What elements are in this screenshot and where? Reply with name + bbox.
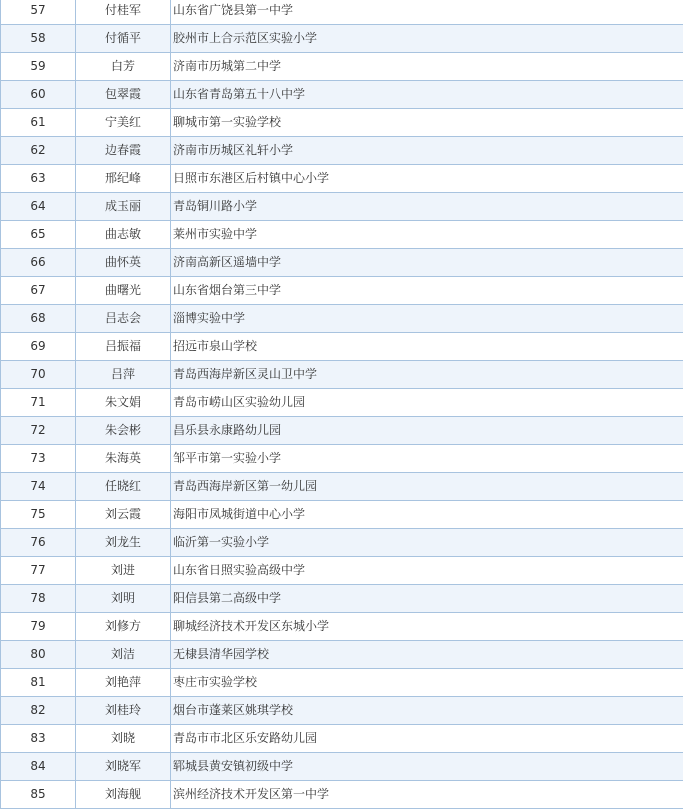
row-number-cell: 69 <box>1 333 76 361</box>
table-row <box>1 137 683 165</box>
row-number-cell: 63 <box>1 165 76 193</box>
table-row <box>1 193 683 221</box>
school-name-cell: 聊城市第一实验学校 <box>171 109 683 137</box>
table-row <box>1 81 683 109</box>
teacher-name-cell: 边春霞 <box>76 137 171 165</box>
school-name-cell: 昌乐县永康路幼儿园 <box>171 417 683 445</box>
row-number-cell: 68 <box>1 305 76 333</box>
school-name-cell: 枣庄市实验学校 <box>171 669 683 697</box>
table-row <box>1 53 683 81</box>
teacher-name-cell: 吕振福 <box>76 333 171 361</box>
row-number-cell: 83 <box>1 725 76 753</box>
school-name-cell: 无棣县清华园学校 <box>171 641 683 669</box>
teacher-name-cell: 刘进 <box>76 557 171 585</box>
row-number-cell: 74 <box>1 473 76 501</box>
school-name-cell: 青岛市崂山区实验幼儿园 <box>171 389 683 417</box>
teacher-name-cell: 刘海舰 <box>76 781 171 809</box>
row-number-cell: 65 <box>1 221 76 249</box>
row-number-cell: 70 <box>1 361 76 389</box>
school-name-cell: 青岛西海岸新区灵山卫中学 <box>171 361 683 389</box>
school-name-cell: 郓城县黄安镇初级中学 <box>171 753 683 781</box>
teacher-name-cell: 成玉丽 <box>76 193 171 221</box>
row-number-cell: 78 <box>1 585 76 613</box>
school-name-cell: 济南市历城第二中学 <box>171 53 683 81</box>
table-row <box>1 557 683 585</box>
row-number-cell: 75 <box>1 501 76 529</box>
roster-table-body <box>1 0 683 809</box>
school-name-cell: 聊城经济技术开发区东城小学 <box>171 613 683 641</box>
table-row <box>1 697 683 725</box>
row-number-cell: 77 <box>1 557 76 585</box>
teacher-name-cell: 宁美红 <box>76 109 171 137</box>
table-row <box>1 669 683 697</box>
row-number-cell: 71 <box>1 389 76 417</box>
table-row <box>1 781 683 809</box>
school-name-cell: 莱州市实验中学 <box>171 221 683 249</box>
row-number-cell: 72 <box>1 417 76 445</box>
table-row <box>1 417 683 445</box>
teacher-name-cell: 曲怀英 <box>76 249 171 277</box>
table-row <box>1 221 683 249</box>
teacher-name-cell: 刘龙生 <box>76 529 171 557</box>
school-name-cell: 招远市泉山学校 <box>171 333 683 361</box>
teacher-name-cell: 刘明 <box>76 585 171 613</box>
table-row <box>1 445 683 473</box>
school-name-cell: 阳信县第二高级中学 <box>171 585 683 613</box>
row-number-cell: 62 <box>1 137 76 165</box>
teacher-name-cell: 刘晓 <box>76 725 171 753</box>
teacher-name-cell: 吕志会 <box>76 305 171 333</box>
teacher-name-cell: 刘艳萍 <box>76 669 171 697</box>
teacher-name-cell: 包翠霞 <box>76 81 171 109</box>
school-name-cell: 山东省广饶县第一中学 <box>171 0 683 25</box>
teacher-name-cell: 刘云霞 <box>76 501 171 529</box>
teacher-name-cell: 刘修方 <box>76 613 171 641</box>
row-number-cell: 64 <box>1 193 76 221</box>
row-number-cell: 81 <box>1 669 76 697</box>
row-number-cell: 82 <box>1 697 76 725</box>
table-row <box>1 0 683 25</box>
row-number-cell: 79 <box>1 613 76 641</box>
table-row <box>1 249 683 277</box>
row-number-cell: 66 <box>1 249 76 277</box>
teacher-name-cell: 曲曙光 <box>76 277 171 305</box>
table-row <box>1 501 683 529</box>
row-number-cell: 57 <box>1 0 76 25</box>
row-number-cell: 58 <box>1 25 76 53</box>
teacher-name-cell: 付桂军 <box>76 0 171 25</box>
teacher-name-cell: 刘洁 <box>76 641 171 669</box>
school-name-cell: 海阳市凤城街道中心小学 <box>171 501 683 529</box>
row-number-cell: 85 <box>1 781 76 809</box>
row-number-cell: 84 <box>1 753 76 781</box>
teacher-name-cell: 刘晓军 <box>76 753 171 781</box>
table-row <box>1 361 683 389</box>
row-number-cell: 76 <box>1 529 76 557</box>
school-name-cell: 济南市历城区礼轩小学 <box>171 137 683 165</box>
table-row <box>1 585 683 613</box>
school-name-cell: 青岛市市北区乐安路幼儿园 <box>171 725 683 753</box>
school-name-cell: 山东省青岛第五十八中学 <box>171 81 683 109</box>
row-number-cell: 73 <box>1 445 76 473</box>
row-number-cell: 59 <box>1 53 76 81</box>
table-row <box>1 305 683 333</box>
school-name-cell: 青岛铜川路小学 <box>171 193 683 221</box>
school-name-cell: 日照市东港区后村镇中心小学 <box>171 165 683 193</box>
teacher-name-cell: 吕萍 <box>76 361 171 389</box>
school-name-cell: 临沂第一实验小学 <box>171 529 683 557</box>
teacher-name-cell: 任晓红 <box>76 473 171 501</box>
teacher-name-cell: 白芳 <box>76 53 171 81</box>
school-name-cell: 滨州经济技术开发区第一中学 <box>171 781 683 809</box>
table-row <box>1 109 683 137</box>
teacher-name-cell: 曲志敏 <box>76 221 171 249</box>
teacher-name-cell: 朱会彬 <box>76 417 171 445</box>
table-row <box>1 333 683 361</box>
school-name-cell: 山东省烟台第三中学 <box>171 277 683 305</box>
teacher-name-cell: 朱文娟 <box>76 389 171 417</box>
table-row <box>1 529 683 557</box>
row-number-cell: 80 <box>1 641 76 669</box>
table-row <box>1 473 683 501</box>
school-name-cell: 淄博实验中学 <box>171 305 683 333</box>
school-name-cell: 青岛西海岸新区第一幼儿园 <box>171 473 683 501</box>
school-name-cell: 济南高新区遥墙中学 <box>171 249 683 277</box>
table-row <box>1 277 683 305</box>
row-number-cell: 60 <box>1 81 76 109</box>
row-number-cell: 61 <box>1 109 76 137</box>
table-row <box>1 725 683 753</box>
teacher-name-cell: 刘桂玲 <box>76 697 171 725</box>
row-number-cell: 67 <box>1 277 76 305</box>
table-row <box>1 389 683 417</box>
teacher-name-cell: 朱海英 <box>76 445 171 473</box>
table-row <box>1 25 683 53</box>
table-row <box>1 641 683 669</box>
table-row <box>1 753 683 781</box>
table-row <box>1 613 683 641</box>
table-row <box>1 165 683 193</box>
school-name-cell: 山东省日照实验高级中学 <box>171 557 683 585</box>
school-name-cell: 邹平市第一实验小学 <box>171 445 683 473</box>
teacher-name-cell: 邢纪峰 <box>76 165 171 193</box>
teacher-name-cell: 付循平 <box>76 25 171 53</box>
school-name-cell: 烟台市蓬莱区姚琪学校 <box>171 697 683 725</box>
school-name-cell: 胶州市上合示范区实验小学 <box>171 25 683 53</box>
